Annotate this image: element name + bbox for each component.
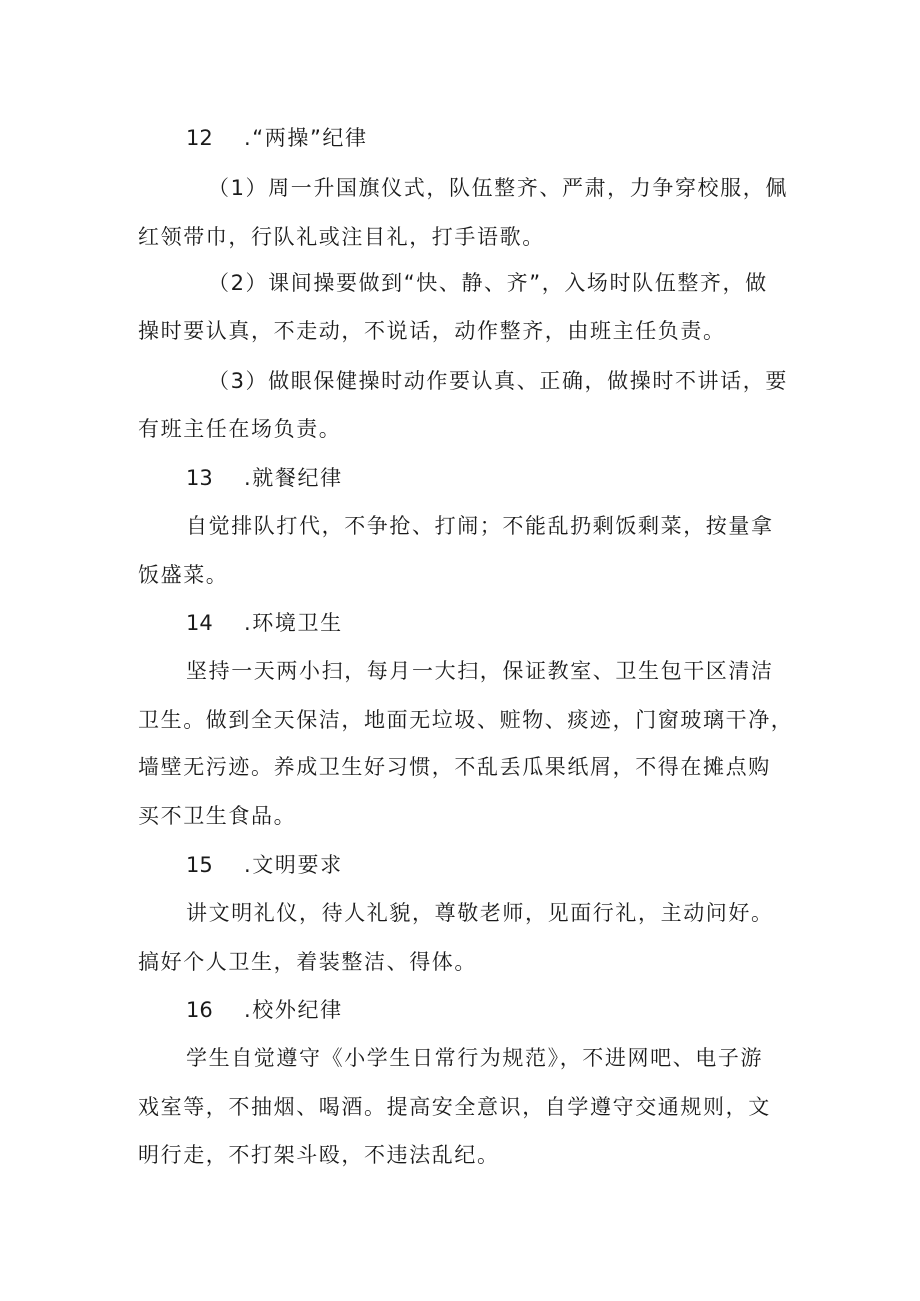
paragraph-line: （1）周一升国旗仪式，队伍整齐、严肃，力争穿校服，佩 bbox=[208, 176, 788, 200]
paragraph-line: 有班主任在场负责。 bbox=[138, 417, 342, 441]
section-title: .“两操”纪律 bbox=[244, 126, 368, 150]
section-title: .校外纪律 bbox=[244, 998, 343, 1022]
section-heading-14 bbox=[186, 608, 343, 638]
paragraph-line: 操时要认真，不走动，不说话，动作整齐，由班主任负责。 bbox=[138, 319, 726, 343]
paragraph-line: 红领带巾，行队礼或注目礼，打手语歌。 bbox=[138, 225, 545, 249]
section-heading-13 bbox=[186, 463, 343, 493]
section-title: .就餐纪律 bbox=[244, 466, 343, 490]
paragraph-line: 饭盛菜。 bbox=[138, 563, 229, 587]
section-number: 15 bbox=[186, 853, 213, 877]
paragraph-line: 自觉排队打代，不争抢、打闹；不能乱扔剩饭剩菜，按量拿 bbox=[186, 514, 774, 538]
paragraph-line: （2）课间操要做到“快、静、齐”，入场时队伍整齐，做 bbox=[208, 271, 768, 295]
paragraph-line: 明行走，不打架斗殴，不违法乱纪。 bbox=[138, 1143, 500, 1167]
section-number: 14 bbox=[186, 611, 213, 635]
section-title: .文明要求 bbox=[244, 853, 343, 877]
section-number: 16 bbox=[186, 998, 213, 1022]
section-heading-15 bbox=[186, 850, 343, 880]
paragraph-line: 墙壁无污迹。养成卫生好习惯，不乱丢瓜果纸屑，不得在摊点购 bbox=[138, 755, 771, 779]
paragraph-line: 坚持一天两小扫，每月一大扫，保证教室、卫生包干区清洁 bbox=[186, 659, 774, 683]
paragraph-line: 学生自觉遵守《小学生日常行为规范》，不进网吧、电子游 bbox=[186, 1046, 764, 1070]
section-heading-16 bbox=[186, 995, 343, 1025]
paragraph-line: 搞好个人卫生，着装整洁、得体。 bbox=[138, 950, 477, 974]
paragraph-line: 讲文明礼仪，待人礼貌，尊敬老师，见面行礼，主动问好。 bbox=[186, 901, 774, 925]
paragraph-line: 买不卫生食品。 bbox=[138, 804, 297, 828]
paragraph-line: 卫生。做到全天保洁，地面无垃圾、赃物、痰迹，门窗玻璃干净， bbox=[138, 708, 794, 732]
section-number: 12 bbox=[186, 126, 213, 150]
paragraph-line: 戏室等，不抽烟、喝酒。提高安全意识，自学遵守交通规则，文 bbox=[138, 1095, 771, 1119]
section-title: .环境卫生 bbox=[244, 611, 343, 635]
paragraph-line: （3）做眼保健操时动作要认真、正确，做操时不讲话，要 bbox=[208, 369, 788, 393]
section-heading-12 bbox=[186, 123, 368, 153]
section-number: 13 bbox=[186, 466, 213, 490]
